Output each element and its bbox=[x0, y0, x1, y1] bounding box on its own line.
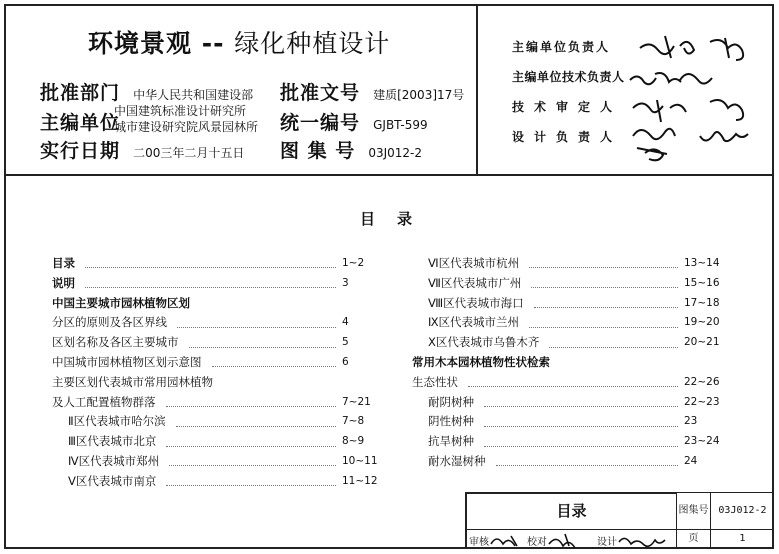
toc-entry-page: 8~9 bbox=[342, 435, 365, 448]
toc-entry bbox=[52, 393, 382, 413]
unified-no: 统一编号 GJBT-599 bbox=[280, 112, 428, 134]
toc-entry-page: 24 bbox=[684, 454, 698, 467]
toc-entry-page: 7~8 bbox=[342, 415, 365, 428]
toc-entry-label: Ⅶ区代表城市广州 bbox=[412, 274, 525, 294]
toc-entry-page: 3 bbox=[342, 276, 349, 289]
title-block-page-value: 1 bbox=[710, 529, 774, 549]
toc-leader-dots bbox=[496, 465, 679, 466]
toc-entry-page: 10~11 bbox=[342, 454, 378, 467]
title-block-atlas-value: 03J012-2 bbox=[710, 492, 774, 529]
toc-entry-page: 23~24 bbox=[684, 435, 720, 448]
toc-entry bbox=[52, 373, 382, 393]
title-block-atlas-label: 图集号 bbox=[676, 492, 710, 529]
toc-entry-label: Ⅹ区代表城市乌鲁木齐 bbox=[412, 333, 543, 353]
toc-entry-label: 目录 bbox=[52, 254, 79, 274]
impl-date: 实行日期 二00三年二月十五日 bbox=[40, 140, 245, 162]
toc-left-column bbox=[52, 254, 382, 492]
toc-leader-dots bbox=[534, 307, 678, 308]
toc-entry-label: 及人工配置植物群落 bbox=[52, 393, 160, 413]
sign-role-chief-unit: 主编单位负责人 bbox=[512, 40, 611, 54]
toc-leader-dots bbox=[85, 287, 336, 288]
approval-no: 批准文号 建质[2003]17号 bbox=[280, 82, 465, 104]
toc-entry-page: 4 bbox=[342, 316, 349, 329]
toc-entry-label: 中国主要城市园林植物区划 bbox=[52, 294, 194, 314]
signoff-signatures bbox=[487, 530, 677, 550]
sign-role-chief-tech: 主编单位技术负责人 bbox=[512, 70, 625, 84]
toc-entry-label: Ⅵ区代表城市杭州 bbox=[412, 254, 523, 274]
toc-entry-page: 15~16 bbox=[684, 276, 720, 289]
toc-leader-dots bbox=[531, 287, 678, 288]
toc-leader-dots bbox=[549, 347, 678, 348]
toc-entry bbox=[52, 353, 382, 373]
toc-leader-dots bbox=[529, 327, 678, 328]
toc-entry-page: 17~18 bbox=[684, 296, 720, 309]
toc-entry bbox=[412, 412, 724, 432]
toc-leader-dots bbox=[484, 406, 678, 407]
toc-leader-dots bbox=[189, 347, 337, 348]
toc-entry-page: 22~23 bbox=[684, 395, 720, 408]
sign-role-tech-review: 技术审定人 bbox=[512, 100, 623, 114]
toc-entry bbox=[52, 254, 382, 274]
toc-entry-page: 22~26 bbox=[684, 375, 720, 388]
toc-entry bbox=[52, 452, 382, 472]
toc-entry-page: 7~21 bbox=[342, 395, 371, 408]
toc-entry-page: 23 bbox=[684, 415, 698, 428]
toc-entry-label: 抗旱树种 bbox=[412, 432, 478, 452]
toc-leader-dots bbox=[468, 386, 678, 387]
handwritten-signatures bbox=[625, 28, 775, 178]
toc-entry bbox=[412, 393, 724, 413]
toc-entry bbox=[412, 373, 724, 393]
toc-heading: 目录 bbox=[360, 210, 435, 228]
toc-entry-page: 20~21 bbox=[684, 336, 720, 349]
toc-entry-label: 主要区划代表城市常用园林植物 bbox=[52, 373, 217, 393]
toc-entry-label: 说明 bbox=[52, 274, 79, 294]
toc-entry-label: 阴性树种 bbox=[412, 412, 478, 432]
toc-leader-dots bbox=[169, 465, 336, 466]
title-block bbox=[465, 492, 774, 549]
toc-entry-label: 分区的原则及各区界线 bbox=[52, 313, 171, 333]
toc-entry bbox=[52, 333, 382, 353]
atlas-title-main: 环境景观 -- bbox=[88, 29, 225, 58]
toc-entry bbox=[52, 294, 382, 314]
approval-dept: 批准部门 中华人民共和国建设部 bbox=[40, 82, 254, 104]
toc-entry bbox=[52, 412, 382, 432]
toc-entry-label: 常用木本园林植物性状检索 bbox=[412, 353, 554, 373]
toc-leader-dots bbox=[177, 327, 336, 328]
design-label: 设计 bbox=[597, 537, 617, 548]
toc-entry-label: 耐水湿树种 bbox=[412, 452, 490, 472]
title-block-page-label: 页 bbox=[676, 529, 710, 549]
atlas-title-sub: 绿化种植设计 bbox=[234, 29, 391, 58]
toc-entry-page: 11~12 bbox=[342, 474, 378, 487]
toc-leader-dots bbox=[166, 485, 336, 486]
editor-unit: 主编单位 bbox=[40, 112, 121, 134]
toc-leader-dots bbox=[166, 446, 336, 447]
toc-entry bbox=[52, 432, 382, 452]
toc-entry-page: 1~2 bbox=[342, 257, 365, 269]
toc-entry-label: 耐阴树种 bbox=[412, 393, 478, 413]
toc-entry-label: Ⅸ区代表城市兰州 bbox=[412, 313, 523, 333]
toc-entry-page: 5 bbox=[342, 336, 349, 349]
toc-leader-dots bbox=[166, 406, 337, 407]
toc-leader-dots bbox=[212, 366, 337, 367]
toc-entry bbox=[412, 452, 724, 472]
toc-entry-page: 19~20 bbox=[684, 316, 720, 329]
toc-leader-dots bbox=[484, 426, 678, 427]
toc-entry-page: 13~14 bbox=[684, 257, 720, 269]
toc-entry bbox=[412, 313, 724, 333]
toc-entry bbox=[412, 333, 724, 353]
toc-leader-dots bbox=[85, 267, 336, 268]
toc-entry-label: 生态性状 bbox=[412, 373, 462, 393]
title-block-title: 目录 bbox=[465, 492, 676, 529]
toc-leader-dots bbox=[484, 446, 678, 447]
editor-unit-value: 中国建筑标准设计研究所 城市建设研究院风景园林所 bbox=[114, 104, 259, 134]
toc-entry bbox=[52, 274, 382, 294]
toc-entry-label: Ⅳ区代表城市郑州 bbox=[52, 452, 163, 472]
toc-entry bbox=[412, 274, 724, 294]
toc-leader-dots bbox=[176, 426, 336, 427]
toc-entry-label: Ⅱ区代表城市哈尔滨 bbox=[52, 412, 170, 432]
toc-entry bbox=[52, 313, 382, 333]
atlas-title bbox=[88, 24, 390, 60]
toc-entry-label: 中国城市园林植物区划示意图 bbox=[52, 353, 206, 373]
toc-entry-page: 6 bbox=[342, 355, 349, 368]
toc-entry bbox=[412, 294, 724, 314]
toc-entry bbox=[412, 254, 724, 274]
check-label: 校对 bbox=[527, 537, 547, 548]
toc-entry bbox=[412, 353, 724, 373]
toc-entry-label: Ⅲ区代表城市北京 bbox=[52, 432, 160, 452]
review-label: 审核 bbox=[469, 537, 489, 548]
toc-entry bbox=[52, 472, 382, 492]
toc-entry-label: 区划名称及各区主要城市 bbox=[52, 333, 183, 353]
toc-entry-label: Ⅷ区代表城市海口 bbox=[412, 294, 528, 314]
toc-leader-dots bbox=[529, 267, 678, 268]
title-block-signoff-row bbox=[465, 529, 676, 549]
atlas-no: 图 集 号 03J012-2 bbox=[280, 140, 423, 162]
toc-entry-label: Ⅴ区代表城市南京 bbox=[52, 472, 160, 492]
toc-right-column bbox=[412, 254, 724, 472]
toc-entry bbox=[412, 432, 724, 452]
sign-role-design-lead: 设计负责人 bbox=[512, 130, 623, 144]
